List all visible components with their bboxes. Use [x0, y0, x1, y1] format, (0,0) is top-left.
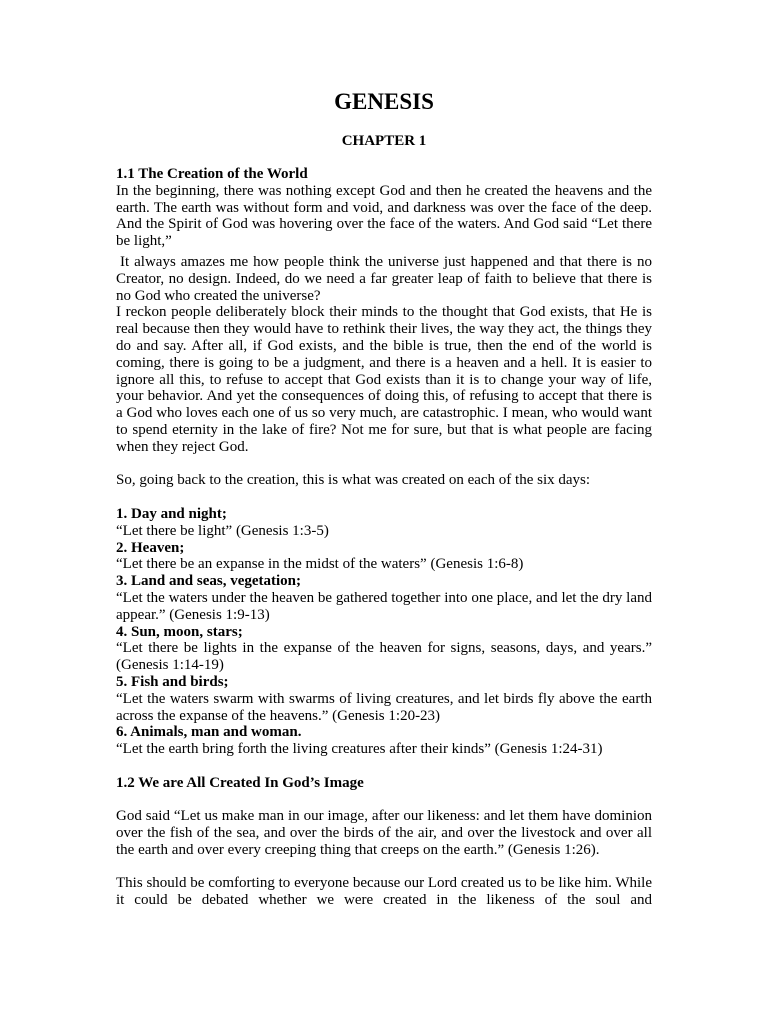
spacer: [116, 859, 652, 876]
paragraph-reckon: I reckon people deliberately block their minds to the thought that God exists, that He is real because then they would have to rethink their lives, the way they act, the things they do and say. After all, if God exists, and the bible is true, then the end of the world is coming, there is going to be a judgment, and there is a heaven and a hell. It is easier to ignore all this, to refuse to accept that God exists than it is to change your way of life, your behavior. And yet the consequences of doing this, of refusing to accept that there is a God who loves each one of us so very much, are catastrophic. I mean, who would want to spend eternity in the lake of fire? Not me for sure, but that is what people are facing when they reject God.: [116, 304, 652, 455]
paragraph-image: God said “Let us make man in our image, after our likeness: and let them have dominion over the fish of the sea, and over the birds of the air, and over the livestock and over all the earth and over every creeping thing that creeps on the earth.” (Genesis 1:26).: [116, 808, 652, 858]
day-1-title: 1. Day and night;: [116, 505, 227, 522]
section-heading-1-1: 1.1 The Creation of the World: [116, 166, 308, 182]
day-4-title: 4. Sun, moon, stars;: [116, 623, 243, 640]
day-3-quote: “Let the waters under the heaven be gathered together into one place, and let the dry land appear.” (Genesis 1:9-13): [116, 589, 652, 623]
document-title: GENESIS: [334, 89, 434, 114]
day-4-quote: “Let there be lights in the expanse of the heaven for signs, seasons, days, and years.” (Genesis 1:14-19): [116, 640, 652, 674]
day-3-title: 3. Land and seas, vegetation;: [116, 573, 302, 590]
spacer: [116, 758, 652, 775]
spacer: [116, 489, 652, 506]
paragraph-comforting: This should be comforting to everyone because our Lord created us to be like him. While it could be debated whether we were created in the likeness of the soul and: [116, 875, 652, 909]
paragraph-creation: In the beginning, there was nothing except God and then he created the heavens and the earth. The earth was without form and void, and darkness was over the face of the deep. And the Spirit of God was hovering over the face of the waters. And God said “Let there be light,”: [116, 182, 652, 250]
paragraph-six-days-intro: So, going back to the creation, this is what was created on each of the six days:: [116, 472, 591, 489]
spacer: [116, 791, 652, 808]
day-1-quote: “Let there be light” (Genesis 1:3-5): [116, 522, 329, 539]
day-6-title: 6. Animals, man and woman.: [116, 724, 302, 741]
day-5-title: 5. Fish and birds;: [116, 673, 229, 690]
days-list: [116, 506, 652, 758]
paragraph-universe: It always amazes me how people think the universe just happened and that there is no Creator, no design. Indeed, do we need a far greater leap of faith to believe that there is no God who created the universe?: [116, 253, 652, 304]
chapter-heading: CHAPTER 1: [341, 133, 427, 149]
day-2-title: 2. Heaven;: [116, 539, 185, 556]
day-5-quote: “Let the waters swarm with swarms of living creatures, and let birds fly above the earth across the expanse of the heavens.” (Genesis 1:20-23): [116, 690, 652, 724]
day-6-quote: “Let the earth bring forth the living creatures after their kinds” (Genesis 1:24-31): [116, 741, 603, 758]
document-body: [116, 166, 652, 909]
day-2-quote: “Let there be an expanse in the midst of the waters” (Genesis 1:6-8): [116, 556, 524, 573]
section-heading-1-2: 1.2 We are All Created In God’s Image: [116, 774, 364, 791]
spacer: [116, 456, 652, 473]
